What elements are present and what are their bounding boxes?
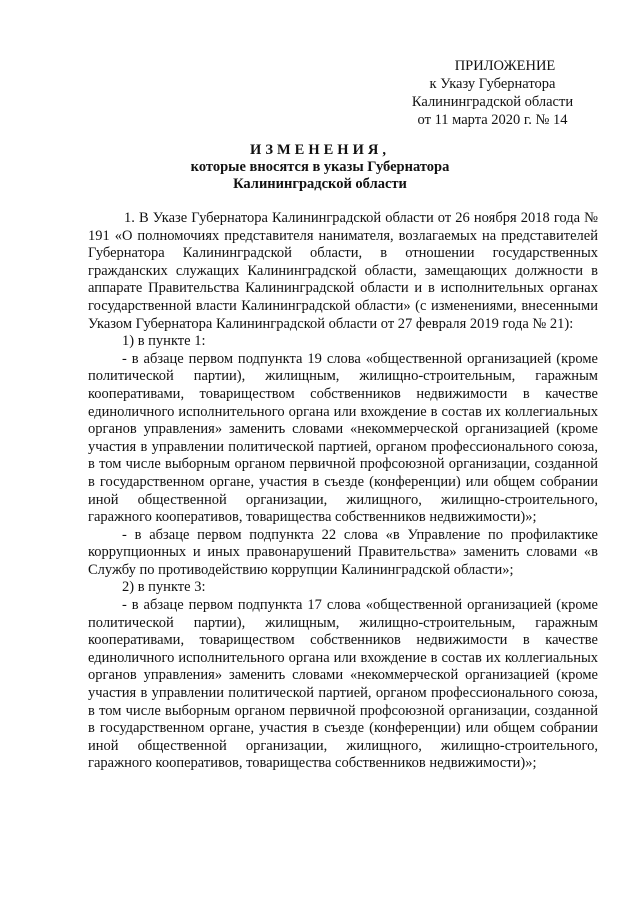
- document-body: [88, 210, 598, 773]
- paragraph-item-1: 1) в пункте 1:: [122, 333, 206, 350]
- title-region: Калининградской области: [233, 176, 407, 192]
- annex-date-number: от 11 марта 2020 г. № 14: [417, 112, 568, 128]
- annex-decree-ref: к Указу Губернатора: [429, 76, 556, 92]
- title-heading: ИЗМЕНЕНИЯ,: [250, 142, 390, 158]
- paragraph-item-2: 2) в пункте 3:: [122, 579, 206, 596]
- document-title: [80, 142, 560, 193]
- annex-region: Калининградской области: [411, 94, 574, 110]
- paragraph-item-1-change-1: - в абзаце первом подпункта 19 слова «общественной организацией (кроме политической партии), жилищным, жилищно-строительным, гаражным кооперативами, товариществом собственников недвижимости в качестве единоличного исполнительного органа или вхождение в состав их коллегиальных органов управления» заменить словами «некоммерческой организацией (кроме участия в управлении политической партией, органом профессионального союза, в том числе выборным органом первичной профсоюзной организации, созданной в государственном органе, участия в съезде (конференции) или общем собрании иной общественной организации, жилищного, жилищно-строительного, гаражного кооперативов, товарищества собственников недвижимости)»;: [88, 350, 598, 526]
- annex-title: ПРИЛОЖЕНИЕ: [454, 58, 556, 74]
- paragraph-1: 1. В Указе Губернатора Калининградской области от 26 ноября 2018 года № 191 «О полномочиях представителя нанимателя, возлагаемых на представителей Губернатора Калининградской области, в отношении государственных гражданских служащих Калининградской области, замещающих должности в аппарате Правительства Калининградской области и в исполнительных органах государственной власти Калининградской области» (с изменениями, внесенными Указом Губернатора Калининградской области от 27 февраля 2019 года № 21):: [88, 210, 598, 332]
- annex-header: [380, 57, 605, 129]
- paragraph-item-2-change-1: - в абзаце первом подпункта 17 слова «общественной организацией (кроме политической партии), жилищным, жилищно-строительным, гаражным кооперативами, товариществом собственников недвижимости в качестве единоличного исполнительного органа или вхождение в состав их коллегиальных органов управления» заменить словами «некоммерческой организацией (кроме участия в управлении политической партией, органом профессионального союза, в том числе выборным органом первичной профсоюзной организации, созданной в государственном органе, участия в съезде (конференции) или общем собрании иной общественной организации, жилищного, жилищно-строительного, гаражного кооперативов, товарищества собственников недвижимости)»;: [88, 597, 598, 772]
- title-subheading: которые вносятся в указы Губернатора: [190, 159, 450, 175]
- paragraph-item-1-change-2: - в абзаце первом подпункта 22 слова «в Управление по профилактике коррупционных и иных правонарушений Правительства» заменить словами «в Службу по противодействию коррупции Калининградской области»;: [88, 526, 598, 578]
